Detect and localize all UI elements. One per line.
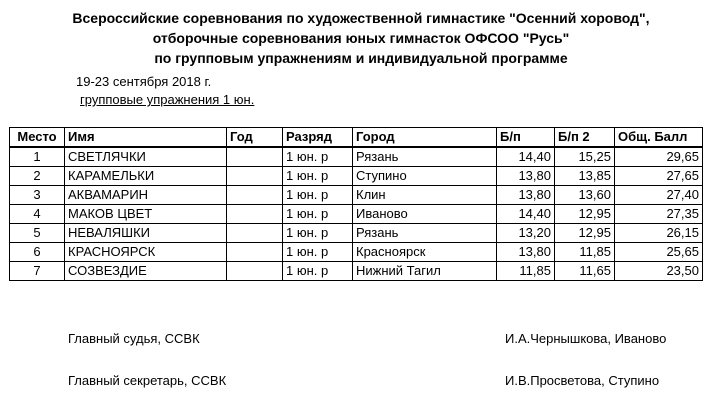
cell-bp1: 13,80	[497, 243, 555, 262]
table-row	[10, 205, 703, 224]
cell-city: Рязань	[353, 224, 497, 243]
table-row	[10, 186, 703, 205]
cell-rank: 1 юн. р	[283, 262, 353, 281]
cell-city: Клин	[353, 186, 497, 205]
results-table	[9, 127, 703, 281]
cell-total: 27,40	[615, 186, 703, 205]
cell-city: Красноярск	[353, 243, 497, 262]
chief-judge-name: И.А.Чернышкова, Иваново	[505, 331, 667, 346]
cell-place: 4	[10, 205, 65, 224]
cell-place: 3	[10, 186, 65, 205]
cell-bp2: 11,65	[555, 262, 615, 281]
cell-total: 27,65	[615, 167, 703, 186]
cell-year	[227, 243, 283, 262]
table-header-row	[10, 128, 703, 148]
cell-name: НЕВАЛЯШКИ	[65, 224, 227, 243]
cell-bp2: 15,25	[555, 147, 615, 167]
column-header-bp1: Б/п	[497, 128, 555, 148]
cell-city: Нижний Тагил	[353, 262, 497, 281]
column-header-bp2: Б/п 2	[555, 128, 615, 148]
cell-year	[227, 205, 283, 224]
cell-name: МАКОВ ЦВЕТ	[65, 205, 227, 224]
competition-date: 19-23 сентября 2018 г.	[76, 74, 212, 89]
cell-total: 27,35	[615, 205, 703, 224]
cell-rank: 1 юн. р	[283, 186, 353, 205]
document-title-line-3: по групповым упражнениям и индивидуальной программе	[154, 50, 568, 66]
cell-bp2: 13,85	[555, 167, 615, 186]
cell-city: Рязань	[353, 147, 497, 167]
column-header-rank: Разряд	[283, 128, 353, 148]
cell-place: 7	[10, 262, 65, 281]
cell-name: АКВАМАРИН	[65, 186, 227, 205]
cell-name: КРАСНОЯРСК	[65, 243, 227, 262]
cell-place: 2	[10, 167, 65, 186]
table-row	[10, 262, 703, 281]
cell-bp2: 12,95	[555, 205, 615, 224]
column-header-city: Город	[353, 128, 497, 148]
cell-name: СОЗВЕЗДИЕ	[65, 262, 227, 281]
cell-total: 25,65	[615, 243, 703, 262]
cell-city: Иваново	[353, 205, 497, 224]
cell-bp1: 13,80	[497, 186, 555, 205]
document-title-line-2: отборочные соревнования юных гимнасток ОФСОО "Русь"	[152, 30, 570, 46]
cell-bp1: 14,40	[497, 205, 555, 224]
column-header-year: Год	[227, 128, 283, 148]
cell-total: 23,50	[615, 262, 703, 281]
cell-bp1: 14,40	[497, 147, 555, 167]
cell-rank: 1 юн. р	[283, 147, 353, 167]
competition-category: групповые упражнения 1 юн.	[80, 92, 255, 107]
cell-bp1: 11,85	[497, 262, 555, 281]
cell-bp1: 13,80	[497, 167, 555, 186]
cell-total: 26,15	[615, 224, 703, 243]
table-row	[10, 167, 703, 186]
cell-place: 5	[10, 224, 65, 243]
table-row	[10, 147, 703, 167]
cell-place: 1	[10, 147, 65, 167]
cell-city: Ступино	[353, 167, 497, 186]
cell-bp2: 13,60	[555, 186, 615, 205]
cell-rank: 1 юн. р	[283, 205, 353, 224]
cell-name: СВЕТЛЯЧКИ	[65, 147, 227, 167]
cell-bp1: 13,20	[497, 224, 555, 243]
cell-bp2: 12,95	[555, 224, 615, 243]
chief-secretary-name: И.В.Просветова, Ступино	[505, 373, 660, 388]
table-row	[10, 243, 703, 262]
chief-judge-role: Главный судья, ССВК	[68, 331, 200, 346]
cell-year	[227, 262, 283, 281]
table-row	[10, 224, 703, 243]
cell-rank: 1 юн. р	[283, 243, 353, 262]
column-header-name: Имя	[65, 128, 227, 148]
cell-year	[227, 186, 283, 205]
cell-place: 6	[10, 243, 65, 262]
cell-name: КАРАМЕЛЬКИ	[65, 167, 227, 186]
chief-secretary-role: Главный секретарь, ССВК	[68, 373, 227, 388]
column-header-total: Общ. Балл	[615, 128, 703, 148]
cell-year	[227, 147, 283, 167]
cell-year	[227, 167, 283, 186]
column-header-place: Место	[10, 128, 65, 148]
cell-rank: 1 юн. р	[283, 224, 353, 243]
cell-year	[227, 224, 283, 243]
cell-total: 29,65	[615, 147, 703, 167]
document-title-line-1: Всероссийские соревнования по художественной гимнастике "Осенний хоровод",	[72, 10, 650, 26]
cell-rank: 1 юн. р	[283, 167, 353, 186]
cell-bp2: 11,85	[555, 243, 615, 262]
